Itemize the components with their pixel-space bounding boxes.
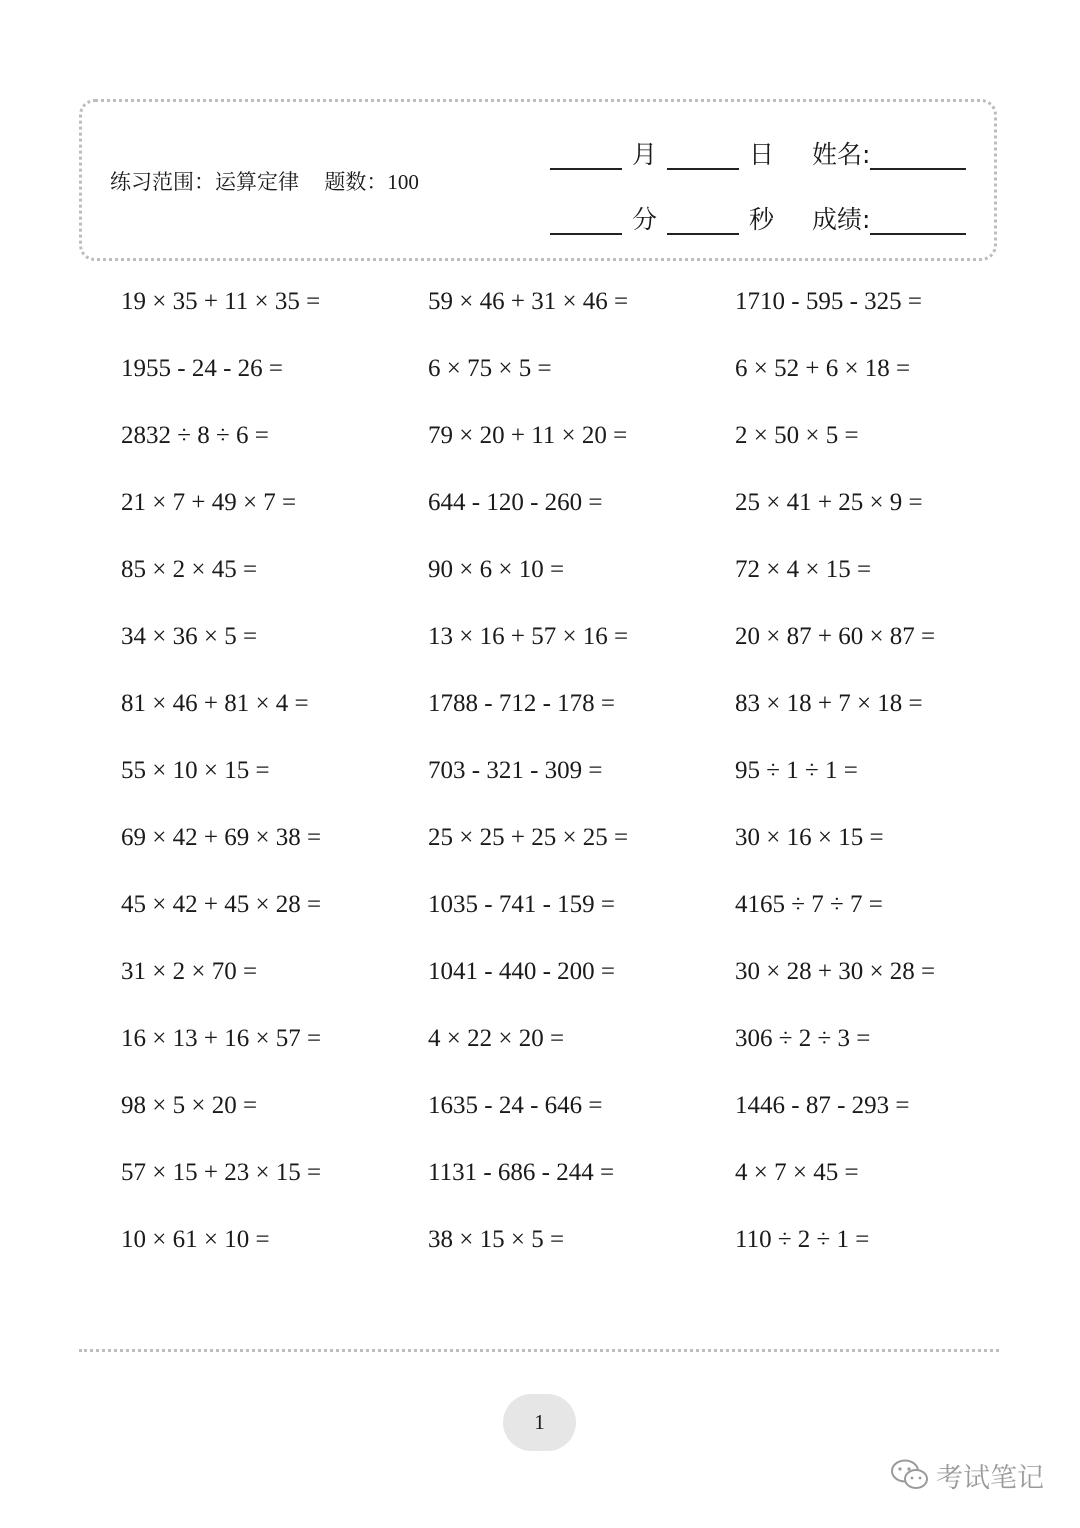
month-label: 月 [632,140,658,169]
problem-item: 1131 - 686 - 244 = [428,1159,615,1186]
second-blank[interactable] [667,203,739,235]
problem-item: 1035 - 741 - 159 = [428,891,615,918]
problem-item: 95 ÷ 1 ÷ 1 = [735,757,858,784]
problem-item: 34 × 36 × 5 = [121,623,258,650]
name-blank[interactable] [870,138,966,170]
problem-item: 98 × 5 × 20 = [121,1092,258,1119]
problem-item: 2832 ÷ 8 ÷ 6 = [121,422,269,449]
count-value: 100 [387,170,419,194]
problem-item: 59 × 46 + 31 × 46 = [428,288,629,315]
problem-item: 25 × 41 + 25 × 9 = [735,489,923,516]
wechat-icon [890,1458,930,1492]
problem-item: 38 × 15 × 5 = [428,1226,565,1253]
problem-item: 1041 - 440 - 200 = [428,958,615,985]
problem-item: 10 × 61 × 10 = [121,1226,270,1253]
problem-item: 6 × 75 × 5 = [428,355,552,382]
watermark [890,1455,1044,1495]
problem-item: 1446 - 87 - 293 = [735,1092,910,1119]
problem-item: 85 × 2 × 45 = [121,556,258,583]
problem-item: 16 × 13 + 16 × 57 = [121,1025,322,1052]
minute-blank[interactable] [550,203,622,235]
name-label: 姓名: [812,140,871,169]
problem-item: 1788 - 712 - 178 = [428,690,615,717]
problem-item: 79 × 20 + 11 × 20 = [428,422,628,449]
problem-item: 83 × 18 + 7 × 18 = [735,690,923,717]
problem-item: 6 × 52 + 6 × 18 = [735,355,911,382]
problem-item: 644 - 120 - 260 = [428,489,603,516]
problem-item: 110 ÷ 2 ÷ 1 = [735,1226,870,1253]
problem-item: 4165 ÷ 7 ÷ 7 = [735,891,883,918]
second-label: 秒 [749,205,775,234]
problem-item: 20 × 87 + 60 × 87 = [735,623,936,650]
problem-item: 1635 - 24 - 646 = [428,1092,603,1119]
problem-item: 21 × 7 + 49 × 7 = [121,489,297,516]
day-blank[interactable] [667,138,739,170]
problem-item: 30 × 28 + 30 × 28 = [735,958,936,985]
problem-item: 55 × 10 × 15 = [121,757,270,784]
problem-item: 306 ÷ 2 ÷ 3 = [735,1025,871,1052]
month-blank[interactable] [550,138,622,170]
date-name-row [550,130,966,170]
problem-item: 72 × 4 × 15 = [735,556,872,583]
problem-item: 31 × 2 × 70 = [121,958,258,985]
watermark-text: 考试笔记 [936,1462,1044,1494]
page-number: 1 [503,1394,576,1451]
problem-item: 25 × 25 + 25 × 25 = [428,824,629,851]
problem-item: 4 × 7 × 45 = [735,1159,859,1186]
score-label: 成绩: [812,205,871,234]
problem-item: 4 × 22 × 20 = [428,1025,565,1052]
problem-item: 2 × 50 × 5 = [735,422,859,449]
problem-item: 81 × 46 + 81 × 4 = [121,690,309,717]
day-label: 日 [749,140,775,169]
bottom-divider [79,1349,999,1352]
time-score-row [550,195,966,235]
problem-item: 703 - 321 - 309 = [428,757,603,784]
practice-range [110,166,419,196]
problem-item: 19 × 35 + 11 × 35 = [121,288,321,315]
range-label: 练习范围：运算定律 [110,170,299,194]
problem-item: 45 × 42 + 45 × 28 = [121,891,322,918]
problem-item: 1710 - 595 - 325 = [735,288,922,315]
problem-item: 13 × 16 + 57 × 16 = [428,623,629,650]
problem-item: 1955 - 24 - 26 = [121,355,283,382]
problem-item: 30 × 16 × 15 = [735,824,884,851]
problem-item: 69 × 42 + 69 × 38 = [121,824,322,851]
problem-item: 57 × 15 + 23 × 15 = [121,1159,322,1186]
minute-label: 分 [632,205,658,234]
score-blank[interactable] [870,203,966,235]
count-label: 题数： [324,170,388,194]
problem-item: 90 × 6 × 10 = [428,556,565,583]
